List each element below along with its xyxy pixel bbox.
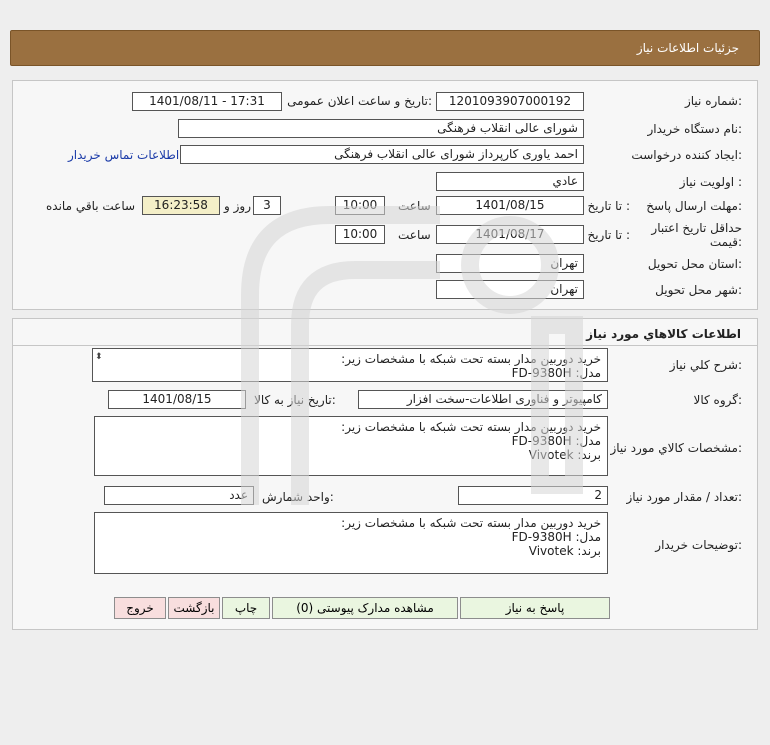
print-button[interactable]: چاپ xyxy=(222,597,270,619)
buyer-desc-textarea[interactable] xyxy=(94,512,608,574)
remaining-label: ساعت باقي مانده xyxy=(46,199,136,213)
qty-field: 2 xyxy=(458,486,608,505)
validity-label-line1: حداقل تاریخ اعتبار xyxy=(651,221,742,235)
summary-textarea[interactable] xyxy=(92,348,608,382)
page-title: جزئیات اطلاعات نیاز xyxy=(636,41,739,55)
summary-label: شرح کلي نياز: xyxy=(669,358,742,372)
deadline-time-label: ساعت xyxy=(398,199,431,213)
summary-line-1: خرید دوربین مدار بسته تحت شبکه با مشخصات زیر: xyxy=(341,352,601,366)
specs-textarea[interactable] xyxy=(94,416,608,476)
buyer-desc-label: توضیحات خریدار: xyxy=(655,538,742,552)
goods-section-title: اطلاعات کالاهاي مورد نياز xyxy=(586,327,741,341)
announce-label: تاریخ و ساعت اعلان عمومی: xyxy=(287,94,432,108)
need-date-field: 1401/08/15 xyxy=(108,390,246,409)
remaining-time-field: 16:23:58 xyxy=(142,196,220,215)
specs-line-3: برند: Vivotek xyxy=(528,448,601,462)
priority-label: اولویت نیاز : xyxy=(679,175,742,189)
buyer-desc-line-2: مدل: FD-9380H xyxy=(511,530,601,544)
view-docs-button[interactable]: مشاهده مدارک پیوستی (0) xyxy=(272,597,458,619)
priority-field: عادي xyxy=(436,172,584,191)
creator-label: ایجاد کننده درخواست: xyxy=(631,148,742,162)
announce-field: 1401/08/11 - 17:31 xyxy=(132,92,282,111)
group-label: گروه کالا: xyxy=(693,393,742,407)
province-field: تهران xyxy=(436,254,584,273)
need-number-label: شماره نیاز: xyxy=(684,94,742,108)
validity-time-field: 10:00 xyxy=(335,225,385,244)
need-date-label: تاریخ نیاز به کالا: xyxy=(254,393,336,407)
back-button[interactable]: بازگشت xyxy=(168,597,220,619)
deadline-time-field: 10:00 xyxy=(335,196,385,215)
validity-label-line2: قیمت: xyxy=(709,235,742,249)
deadline-date-field: 1401/08/15 xyxy=(436,196,584,215)
unit-field: عدد xyxy=(104,486,254,505)
days-remaining-field: 3 xyxy=(253,196,281,215)
need-info-panel xyxy=(12,80,758,310)
unit-label: واحد شمارش: xyxy=(262,490,334,504)
group-field: کامپیوتر و فناوری اطلاعات-سخت افزار xyxy=(358,390,608,409)
deadline-label: مهلت ارسال پاسخ: xyxy=(646,199,742,213)
specs-line-1: خرید دوربین مدار بسته تحت شبکه با مشخصات زیر: xyxy=(341,420,601,434)
deadline-until-label: تا تاریخ : xyxy=(587,199,630,213)
need-number-field: 1201093907000192 xyxy=(436,92,584,111)
city-label: شهر محل تحویل: xyxy=(655,283,742,297)
specs-line-2: مدل: FD-9380H xyxy=(511,434,601,448)
buyer-contact-link[interactable]: اطلاعات تماس خریدار xyxy=(68,148,180,162)
buyer-org-field: شورای عالی انقلاب فرهنگی xyxy=(178,119,584,138)
province-label: استان محل تحویل: xyxy=(647,257,742,271)
creator-field: احمد یاوری کارپرداز شورای عالی انقلاب فرهنگی xyxy=(180,145,584,164)
validity-time-label: ساعت xyxy=(398,228,431,242)
buyer-desc-line-1: خرید دوربین مدار بسته تحت شبکه با مشخصات زیر: xyxy=(341,516,601,530)
buyer-desc-line-3: برند: Vivotek xyxy=(528,544,601,558)
validity-until-label: تا تاریخ : xyxy=(587,228,630,242)
page-header xyxy=(10,30,760,66)
days-label: روز و xyxy=(224,199,251,213)
exit-button[interactable]: خروج xyxy=(114,597,166,619)
reply-button[interactable]: پاسخ به نیاز xyxy=(460,597,610,619)
validity-date-field: 1401/08/17 xyxy=(436,225,584,244)
qty-label: تعداد / مقدار مورد نیاز: xyxy=(626,490,742,504)
buyer-org-label: نام دستگاه خریدار: xyxy=(647,122,742,136)
scroll-arrows-icon[interactable]: ⬍ xyxy=(95,352,103,362)
summary-line-2: مدل: FD-9380H xyxy=(511,366,601,380)
goods-title-divider xyxy=(13,345,757,346)
specs-label: مشخصات کالاي مورد نياز: xyxy=(610,441,742,455)
city-field: تهران xyxy=(436,280,584,299)
